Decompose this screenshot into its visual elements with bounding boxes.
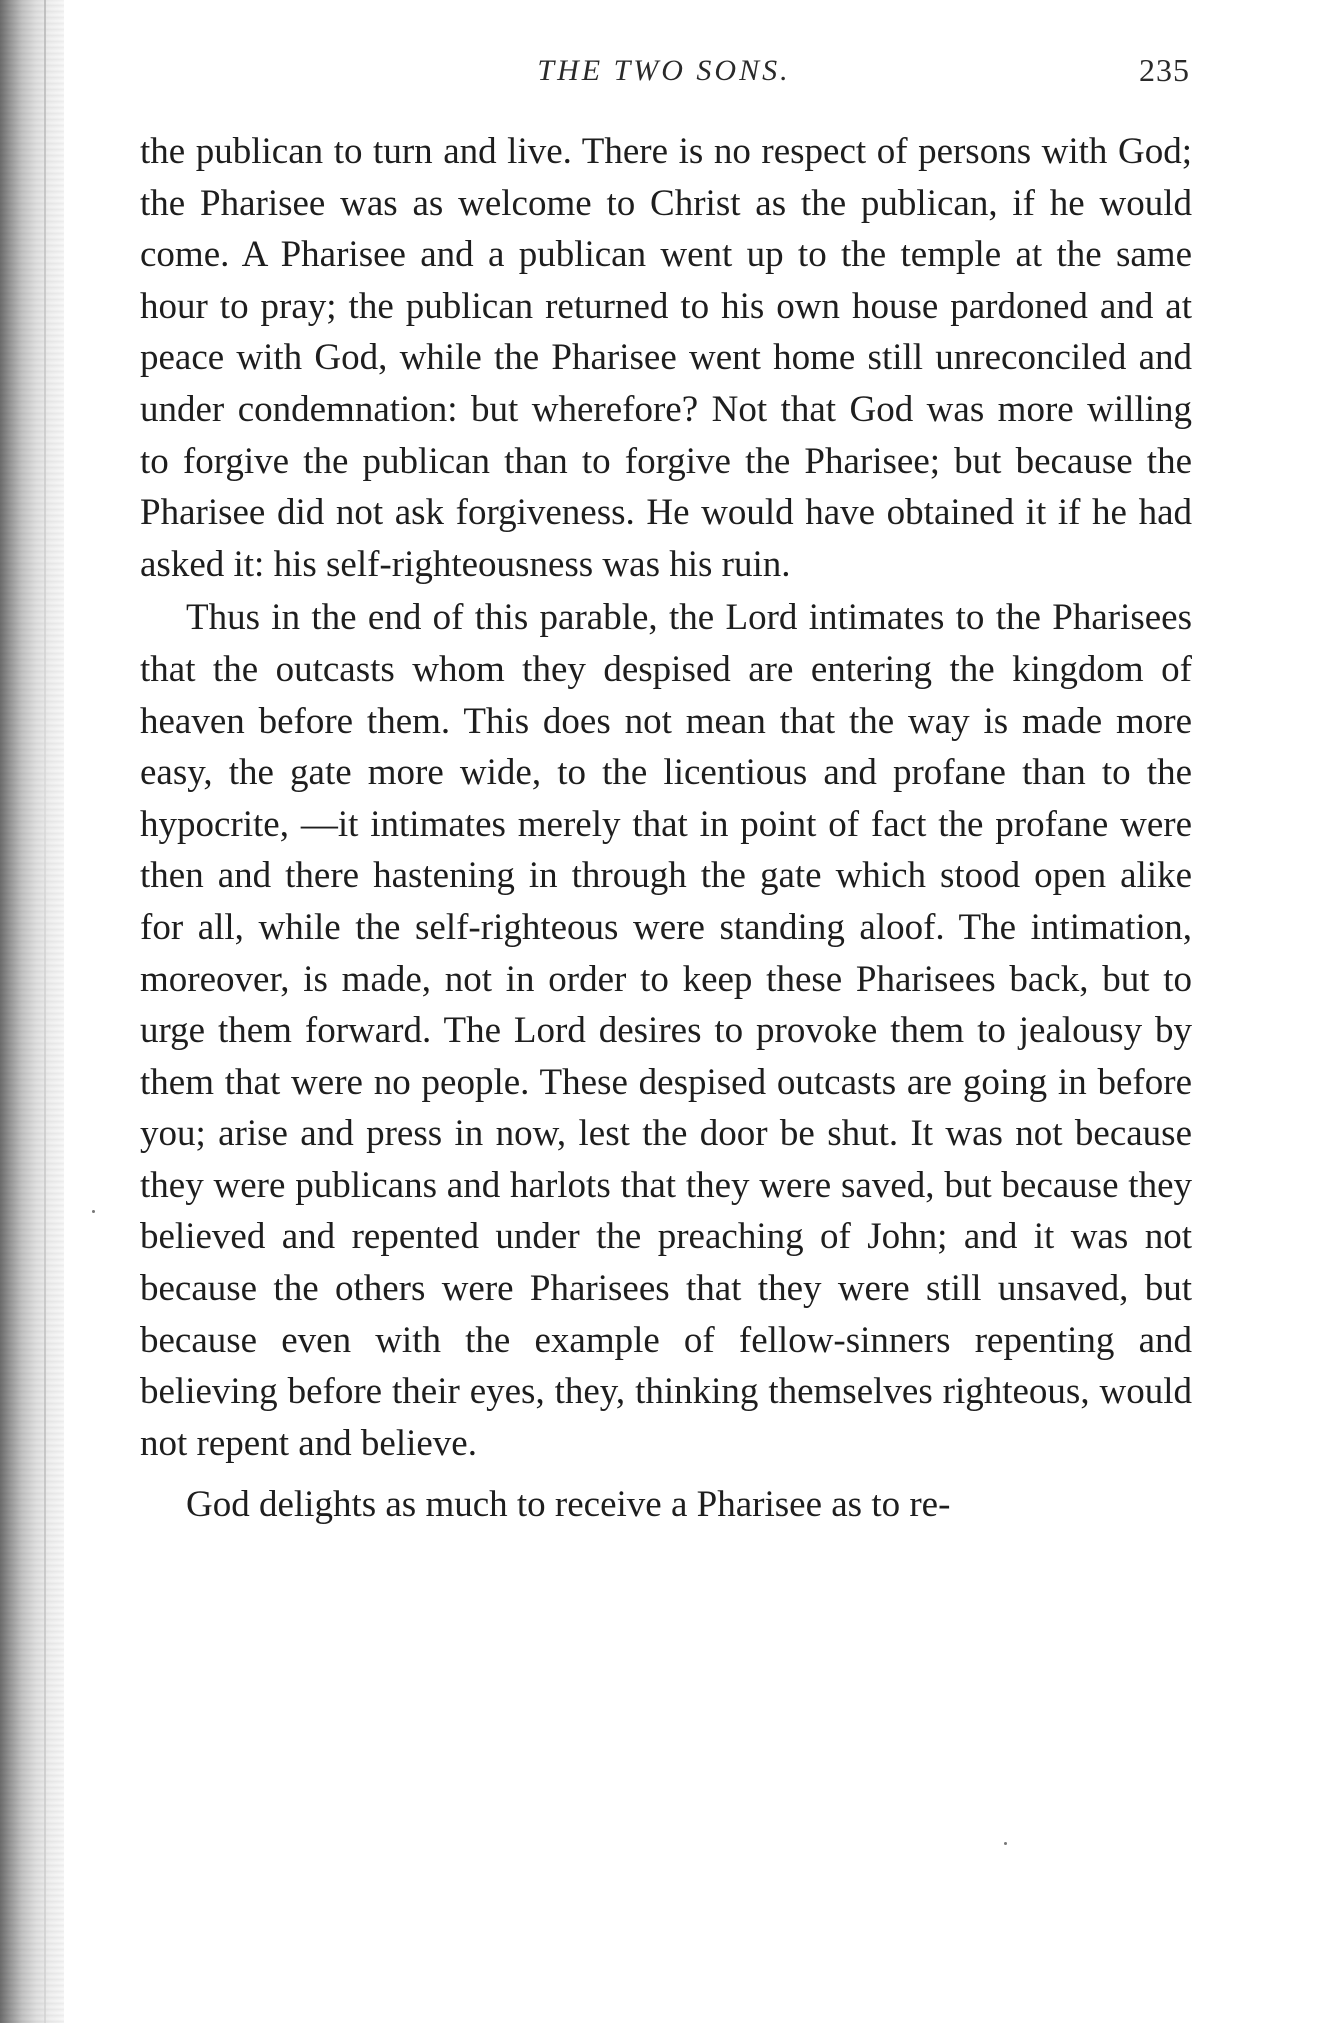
page-binding-shadow bbox=[0, 0, 64, 2023]
paragraph-god-delights: God delights as much to receive a Pharisee as to re- bbox=[186, 1484, 951, 1526]
page-text-body bbox=[140, 126, 1192, 1531]
paragraph-parable-ending: Thus in the end of this parable, the Lord intimates to the Pharisees that the outcasts whom they despised are entering the kingdom of heaven before them. This does not mean that the way is made more easy, the gate more wide, to the licentious and profane than to the hypocrite, —it intimates merely that in point of fact the profane were then and there hastening in through the gate which stood open alike for all, while the self-righteous were standing aloof. The intimation, moreover, is made, not in order to keep these Pharisees back, but to urge them forward. The Lord desires to provoke them to jealousy by them that were no people. These despised outcasts are going in before you; arise and press in now, lest the door be shut. It was not because they were publicans and harlots that they were saved, but because they believed and repented under the preaching of John; and it was not because the others were Pharisees that they were still unsaved, but because even with the example of fellow-sinners repenting and believing before their eyes, they, thinking themselves righteous, would not repent and believe. bbox=[140, 597, 1192, 1464]
page-number: 235 bbox=[1139, 52, 1190, 88]
running-title: THE TWO SONS. bbox=[537, 54, 791, 87]
page-header bbox=[138, 44, 1190, 104]
paragraph-continued: the publican to turn and live. There is no respect of persons with God; the Pharisee was as welcome to Christ as the publican, if he would come. A Pharisee and a publican went up to the temple at the same hour to pray; the publican returned to his own house pardoned and at peace with God, while the Pharisee went home still unreconciled and under condemnation: but wherefore? Not that God was more willing to forgive the publican than to forgive the Pharisee; but because the Pharisee did not ask forgiveness. He would have obtained it if he had asked it: his self-righteousness was his ruin. bbox=[140, 131, 1192, 585]
scan-speck bbox=[1004, 1842, 1007, 1845]
scan-speck bbox=[92, 1210, 95, 1213]
binding-edge-line bbox=[44, 0, 46, 2023]
